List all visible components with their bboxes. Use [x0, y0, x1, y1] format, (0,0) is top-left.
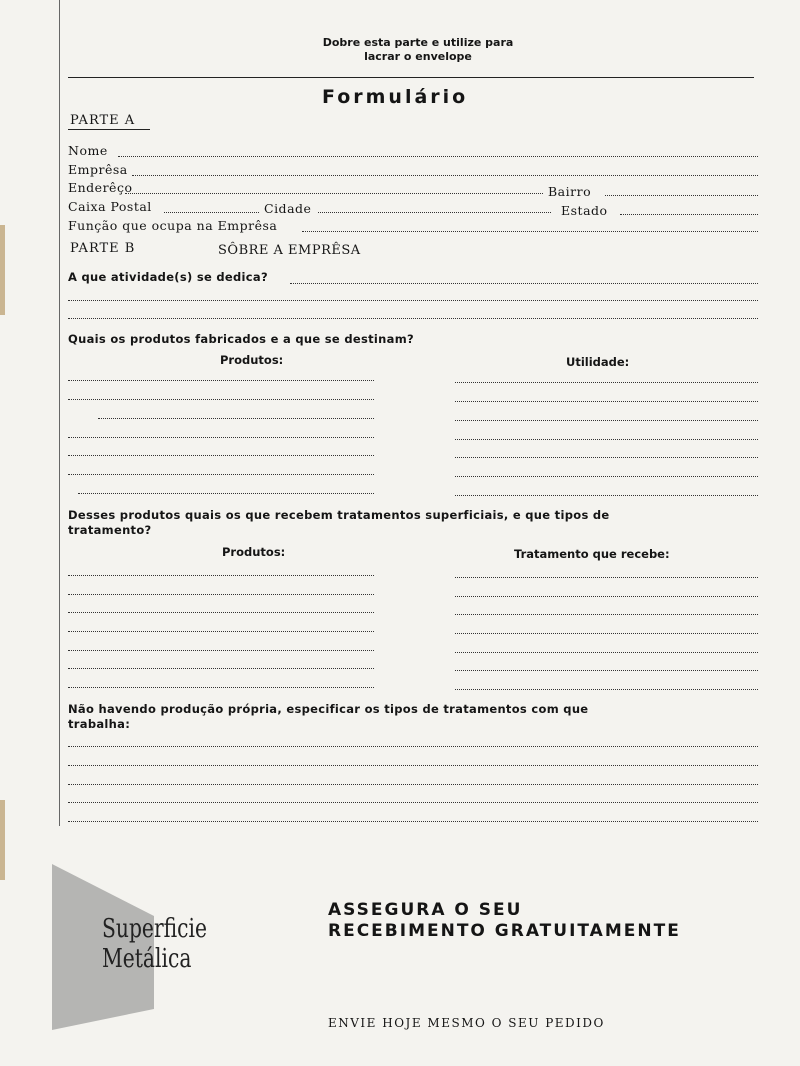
field-empresa[interactable]	[132, 175, 758, 176]
answer-line[interactable]	[455, 596, 758, 597]
answer-line[interactable]	[68, 612, 374, 613]
part-b-subheading: SÔBRE A EMPRÊSA	[218, 243, 361, 258]
answer-line[interactable]	[455, 476, 758, 477]
question-tratamentos-line2: tratamento?	[68, 523, 152, 537]
answer-line[interactable]	[455, 689, 758, 690]
answer-line[interactable]	[68, 455, 374, 456]
question-producao-line2: trabalha:	[68, 717, 131, 731]
answer-line[interactable]	[455, 652, 758, 653]
answer-line[interactable]	[68, 594, 374, 595]
answer-line[interactable]	[68, 575, 374, 576]
label-estado: Estado	[561, 203, 608, 218]
column-header-utilidade: Utilidade:	[566, 355, 630, 369]
label-caixa-postal: Caixa Postal	[68, 199, 152, 214]
answer-line[interactable]	[68, 821, 758, 822]
fold-line	[68, 77, 754, 78]
field-endereco[interactable]	[125, 193, 543, 194]
question-tratamentos-line1: Desses produtos quais os que recebem tratamentos superficiais, e que tipos de	[68, 508, 610, 522]
field-nome[interactable]	[118, 156, 758, 157]
margin-rule	[59, 0, 60, 826]
label-bairro: Bairro	[548, 184, 592, 199]
answer-line[interactable]	[455, 401, 758, 402]
answer-line[interactable]	[455, 614, 758, 615]
answer-line[interactable]	[68, 784, 758, 785]
field-cidade[interactable]	[318, 212, 551, 213]
answer-line[interactable]	[455, 670, 758, 671]
answer-line[interactable]	[68, 802, 758, 803]
answer-line[interactable]	[68, 399, 374, 400]
promo-footer: ENVIE HOJE MESMO O SEU PEDIDO	[328, 1016, 605, 1030]
answer-line[interactable]	[455, 633, 758, 634]
question-atividade: A que atividade(s) se dedica?	[68, 270, 268, 284]
label-nome: Nome	[68, 143, 108, 158]
answer-line[interactable]	[68, 474, 374, 475]
answer-line[interactable]	[68, 746, 758, 747]
fold-instructions	[308, 36, 528, 64]
answer-line[interactable]	[455, 457, 758, 458]
answer-line[interactable]	[455, 439, 758, 440]
answer-line[interactable]	[68, 437, 374, 438]
field-caixa-postal[interactable]	[164, 212, 259, 213]
question-produtos: Quais os produtos fabricados e a que se destinam?	[68, 332, 414, 346]
answer-line[interactable]	[68, 300, 758, 301]
logo-text-line1: Superficie	[102, 914, 208, 944]
field-estado[interactable]	[620, 214, 758, 215]
paper-edge-wear	[0, 800, 5, 880]
label-funcao: Função que ocupa na Emprêsa	[68, 218, 278, 233]
answer-line[interactable]	[68, 687, 374, 688]
answer-line[interactable]	[455, 382, 758, 383]
answer-line[interactable]	[68, 668, 374, 669]
answer-line[interactable]	[455, 420, 758, 421]
promo-line1: ASSEGURA O SEU	[328, 900, 523, 920]
answer-line[interactable]	[68, 765, 758, 766]
answer-line[interactable]	[290, 283, 758, 284]
answer-line[interactable]	[98, 418, 374, 419]
part-a-heading: PARTE A	[70, 113, 136, 128]
column-header-tratamento: Tratamento que recebe:	[514, 547, 670, 561]
fold-instructions-line1: Dobre esta parte e utilize para	[322, 36, 514, 49]
answer-line[interactable]	[455, 495, 758, 496]
label-empresa: Emprêsa	[68, 162, 128, 177]
form-title: Formulário	[322, 86, 469, 108]
answer-line[interactable]	[68, 318, 758, 319]
field-funcao[interactable]	[302, 231, 758, 232]
answer-line[interactable]	[78, 493, 374, 494]
part-b-heading: PARTE B	[70, 241, 136, 256]
logo-text-line2: Metálica	[102, 944, 192, 974]
label-endereco: Enderêço	[68, 180, 133, 195]
field-bairro[interactable]	[605, 195, 758, 196]
fold-instructions-line2: lacrar o envelope	[364, 50, 472, 63]
answer-line[interactable]	[68, 631, 374, 632]
part-a-underline	[68, 129, 150, 130]
promo-line2: RECEBIMENTO GRATUITAMENTE	[328, 921, 681, 941]
column-header-produtos-2: Produtos:	[222, 545, 286, 559]
question-producao-line1: Não havendo produção própria, especificar os tipos de tratamentos com que	[68, 702, 589, 716]
column-header-produtos: Produtos:	[220, 353, 284, 367]
paper-edge-wear	[0, 225, 5, 315]
answer-line[interactable]	[455, 577, 758, 578]
label-cidade: Cidade	[264, 201, 312, 216]
answer-line[interactable]	[68, 650, 374, 651]
answer-line[interactable]	[68, 380, 374, 381]
